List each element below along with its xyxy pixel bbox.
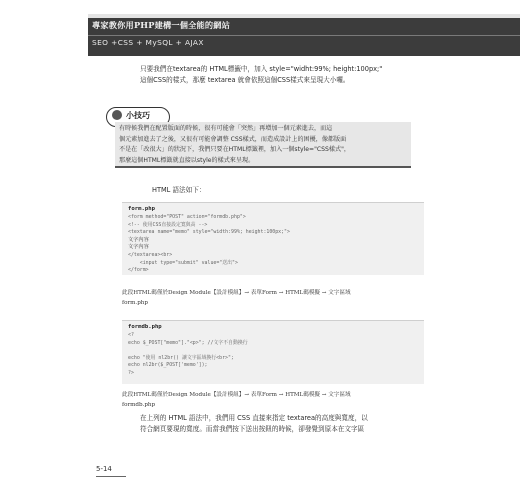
code-line: 文字內容 (128, 236, 149, 243)
code-filename: formdb.php (128, 324, 162, 330)
code-line: <? (128, 332, 134, 338)
intro-line: 只要我們在textarea的 HTML標籤中，加入 style="widht:99%; height:100px;" (140, 65, 383, 73)
caption-formdb (122, 390, 422, 410)
code-line: <form method="POST" action="formdb.php"> (128, 214, 246, 220)
code-line: echo nl2br($_POST['memo']); (128, 362, 208, 369)
caption-form (122, 288, 422, 308)
tip-line: 有時候我們在配置版面的時候，很有可能會「突然」再增加一個元素進去，而這 (119, 125, 333, 132)
lightbulb-icon (112, 110, 122, 120)
footer-rule (96, 476, 126, 477)
outro-line: 在上列的 HTML 語法中，我們用 CSS 直接來指定 textarea的高度與寬度，以 (140, 414, 368, 422)
code-line: </textarea><br> (128, 251, 173, 258)
code-line (128, 347, 424, 355)
outro-paragraph (140, 413, 440, 435)
caption-line: form.php (122, 300, 148, 306)
intro-line: 這個CSS的樣式，那麼 textarea 就會依照這個CSS樣式來呈現大小囉。 (140, 76, 350, 84)
code-line: <input type="submit" value="送出"> (128, 259, 238, 266)
caption-line: 此段HTML碼僅於Design Module【設計模組】→ 表單Form → HTML碼模擬 → 文字區域 (122, 290, 351, 296)
header-divider (88, 35, 520, 36)
code-line: </form> (128, 267, 149, 274)
code-line: 文字內容 (128, 244, 149, 251)
code-block-formdb (122, 320, 424, 384)
page-header (88, 14, 520, 60)
caption-line: 此段HTML碼僅於Design Module【設計模組】→ 表單Form → HTML碼模擬 → 文字區域 (122, 392, 351, 398)
outro-line: 符合網頁要現的寬度。而當我們按下送出按鈕的時候，卻發覺到原本在文字區 (140, 425, 365, 433)
header-band (88, 18, 520, 56)
tip-line: 那麼這個HTML標籤就直接以style的樣式來呈現。 (119, 156, 255, 164)
code-filename: form.php (128, 206, 155, 212)
tip-line: 不是在「改很大」的狀況下，我們只要在HTML標籤裡，加入一個style="CSS樣式"， (119, 146, 350, 153)
syntax-intro: HTML 語法如下： (152, 186, 206, 194)
code-line: echo $_POST["memo"]."<p>"; //文字不自動換行 (128, 339, 248, 346)
code-block-form (122, 202, 424, 275)
intro-paragraph (140, 64, 440, 86)
book-subtitle: SEO +CSS + MySQL + AJAX (92, 38, 204, 47)
code-line: <!-- 使用CSS直接設定寬與高 --> (128, 221, 208, 228)
tip-box (115, 122, 411, 168)
code-line: ?> (128, 369, 134, 376)
caption-line: formdb.php (122, 402, 156, 408)
tip-line: 個元素加進去了之後，又很有可能會調整 CSS樣式，而造成設計上的困擾，像都版面 (119, 135, 347, 143)
book-title: 專家教你用PHP建構一個全能的網站 (92, 20, 231, 30)
page-number: 5-14 (96, 465, 112, 473)
tip-label: 小技巧 (126, 110, 150, 120)
code-line: echo "使用 nl2br() 讓文字區域換行<br>"; (128, 354, 234, 361)
code-line: <textarea name="memo" style="width:99%; height:100px;"> (128, 229, 290, 236)
